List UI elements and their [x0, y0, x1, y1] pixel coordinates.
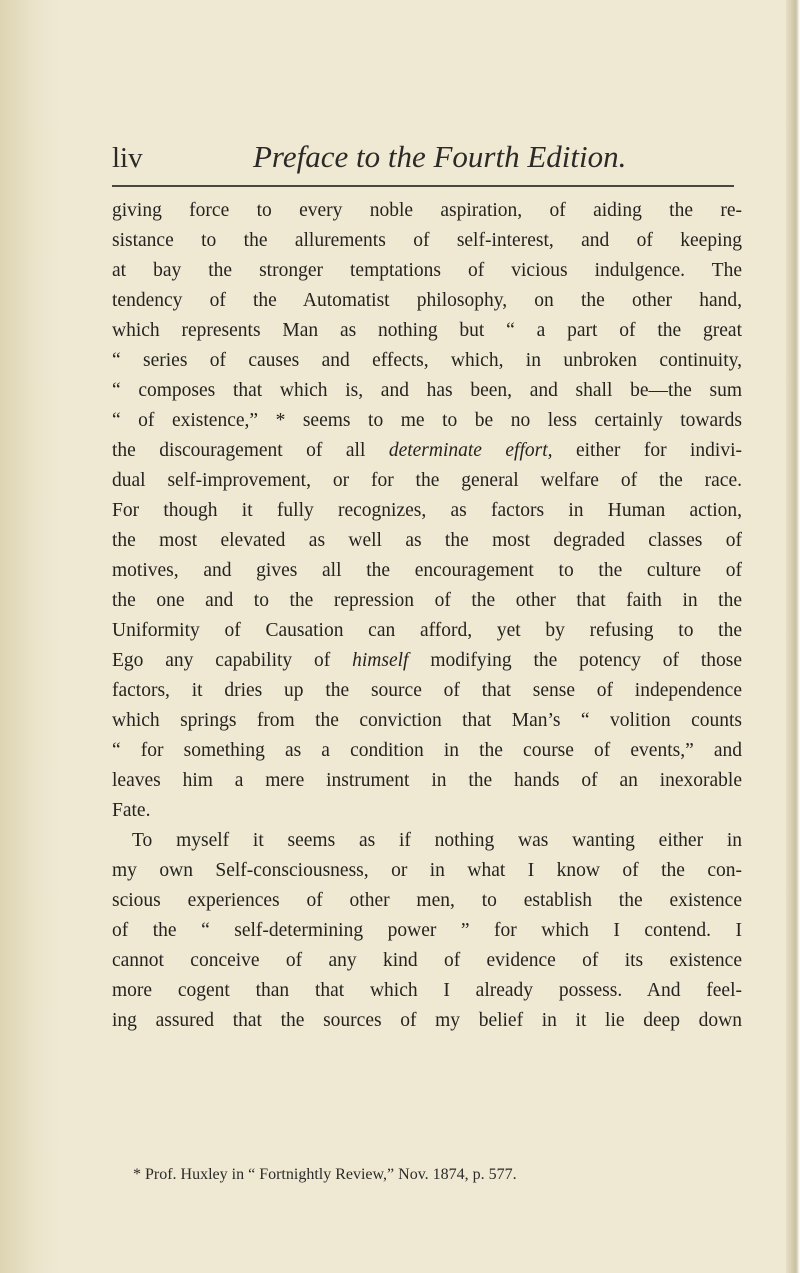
page-number: liv [112, 142, 143, 174]
text-line-10: dual self-improvement, or for the general welfare of the race. [112, 470, 742, 491]
text-line-26: cannot conceive of any kind of evidence of its existence [112, 950, 742, 971]
emphasis-himself: himself [352, 650, 409, 671]
text-line-17: factors, it dries up the source of that sense of independence [112, 680, 742, 701]
text-line-18: which springs from the conviction that Man’s “ volition counts [112, 710, 742, 731]
text-line-8: “ of existence,” * seems to me to be no less certainly towards [112, 410, 742, 431]
running-title: Preface to the Fourth Edition. [253, 139, 627, 174]
text-line-2: sistance to the allurements of self-interest, and of keeping [112, 230, 742, 251]
text-line-12: the most elevated as well as the most degraded classes of [112, 530, 742, 551]
body-text [112, 196, 742, 1036]
text-line-14: the one and to the repression of the other that faith in the [112, 590, 742, 611]
text-line-25: of the “ self-determining power ” for which I contend. I [112, 920, 742, 941]
text-line-3: at bay the stronger temptations of vicious indulgence. The [112, 260, 742, 281]
text-line-27: more cogent than that which I already possess. And feel- [112, 980, 742, 1001]
text-line-4: tendency of the Automatist philosophy, on the other hand, [112, 290, 742, 311]
header-rule [112, 185, 734, 187]
text-line-24: scious experiences of other men, to establish the existence [112, 890, 742, 911]
text-line-22: To myself it seems as if nothing was wanting either in [132, 830, 742, 851]
text-line-11: For though it fully recognizes, as factors in Human action, [112, 500, 742, 521]
binding-shadow [0, 0, 60, 1273]
text-line-20: leaves him a mere instrument in the hands of an inexorable [112, 770, 742, 791]
text-line-19: “ for something as a condition in the course of events,” and [112, 740, 742, 761]
text-line-7: “ composes that which is, and has been, and shall be—the sum [112, 380, 742, 401]
footnote: * Prof. Huxley in “ Fortnightly Review,” Nov. 1874, p. 577. [133, 1166, 517, 1183]
line16-text-before: Ego any capability of [112, 650, 353, 671]
line9-text-before: the discouragement of all [112, 440, 389, 461]
page-edge [786, 0, 800, 1273]
line16-text-after: modifying the potency of those [408, 650, 742, 671]
text-line-28: ing assured that the sources of my belief in it lie deep down [112, 1010, 742, 1031]
text-line-1: giving force to every noble aspiration, of aiding the re- [112, 200, 742, 221]
text-line-9 [112, 436, 742, 466]
line9-text-after: either for indivi- [552, 440, 743, 461]
text-line-23: my own Self-consciousness, or in what I know of the con- [112, 860, 742, 881]
text-line-6: “ series of causes and effects, which, in unbroken continuity, [112, 350, 742, 371]
text-line-15: Uniformity of Causation can afford, yet by refusing to the [112, 620, 742, 641]
text-line-21: Fate. [112, 800, 151, 821]
emphasis-determinate-effort: determinate effort, [388, 440, 553, 461]
text-line-16 [112, 646, 742, 676]
text-line-13: motives, and gives all the encouragement to the culture of [112, 560, 742, 581]
text-line-5: which represents Man as nothing but “ a part of the great [112, 320, 742, 341]
